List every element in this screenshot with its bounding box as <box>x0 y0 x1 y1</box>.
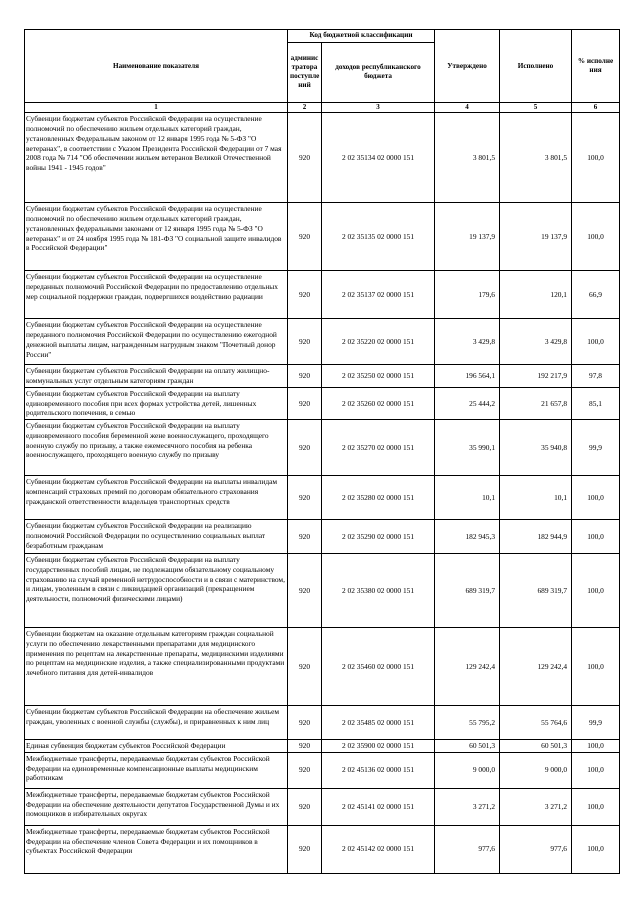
row-percent: 100,0 <box>572 628 620 706</box>
row-percent: 100,0 <box>572 113 620 203</box>
row-budget-code: 2 02 45136 02 0000 151 <box>322 752 435 788</box>
row-indicator-name: Субвенции бюджетам на оказание отдельным категориям граждан социальной услуги по обеспечению лекарственными препаратами для медицинского применения по рецептам на лекарственные препараты, медицинскими изделиями по рецептам на медицинские изделия, а также специализированными продуктами лечебного питания для детей-инвалидов <box>25 628 288 706</box>
row-executed-amount: 120,1 <box>500 271 572 319</box>
row-percent: 100,0 <box>572 554 620 628</box>
row-admin-code: 920 <box>288 825 322 873</box>
row-budget-code: 2 02 35250 02 0000 151 <box>322 365 435 388</box>
row-approved-amount: 60 501,3 <box>435 740 500 753</box>
row-indicator-name: Субвенции бюджетам субъектов Российской Федерации на обеспечение жильем граждан, уволенных с военной службы (службы), и приравненных к ним лиц <box>25 706 288 740</box>
row-budget-code: 2 02 45141 02 0000 151 <box>322 788 435 825</box>
row-approved-amount: 182 945,3 <box>435 520 500 554</box>
row-admin-code: 920 <box>288 271 322 319</box>
row-executed-amount: 35 940,8 <box>500 420 572 476</box>
row-budget-code: 2 02 35135 02 0000 151 <box>322 203 435 271</box>
row-approved-amount: 196 564,1 <box>435 365 500 388</box>
row-approved-amount: 10,1 <box>435 476 500 520</box>
row-executed-amount: 9 000,0 <box>500 752 572 788</box>
table-row <box>25 520 620 554</box>
row-executed-amount: 182 944,9 <box>500 520 572 554</box>
column-number: 2 <box>288 103 322 113</box>
row-executed-amount: 3 429,8 <box>500 319 572 365</box>
row-admin-code: 920 <box>288 365 322 388</box>
header-percent: % исполне ния <box>572 30 620 103</box>
table-row <box>25 365 620 388</box>
header-indicator-name: Наименование показателя <box>25 30 288 103</box>
row-approved-amount: 25 444,2 <box>435 387 500 419</box>
row-percent: 85,1 <box>572 387 620 419</box>
row-budget-code: 2 02 35137 02 0000 151 <box>322 271 435 319</box>
row-approved-amount: 19 137,9 <box>435 203 500 271</box>
row-admin-code: 920 <box>288 203 322 271</box>
row-indicator-name: Межбюджетные трансферты, передаваемые бюджетам субъектов Российской Федерации на обеспечение членов Совета Федерации и их помощников в субъектах Российской Федерации <box>25 825 288 873</box>
row-indicator-name: Межбюджетные трансферты, передаваемые бюджетам субъектов Российской Федерации на обеспечение деятельности депутатов Государственной Думы и их помощников в избирательных округах <box>25 788 288 825</box>
row-budget-code: 2 02 35270 02 0000 151 <box>322 420 435 476</box>
row-approved-amount: 179,6 <box>435 271 500 319</box>
row-admin-code: 920 <box>288 420 322 476</box>
column-number: 1 <box>25 103 288 113</box>
table-row <box>25 554 620 628</box>
table-row <box>25 387 620 419</box>
header-admin: админис тратора поступле ний <box>288 42 322 103</box>
row-percent: 100,0 <box>572 740 620 753</box>
row-indicator-name: Субвенции бюджетам субъектов Российской Федерации на осуществление переданных полномочий Российской Федерации по предоставлению отдельных мер социальной поддержки граждан, подвергшихся воздействию радиации <box>25 271 288 319</box>
row-admin-code: 920 <box>288 740 322 753</box>
row-percent: 100,0 <box>572 520 620 554</box>
header-executed: Исполнено <box>500 30 572 103</box>
column-number-row <box>25 103 620 113</box>
header-budget-code-group: Код бюджетной классификации <box>288 30 435 43</box>
row-indicator-name: Субвенции бюджетам субъектов Российской Федерации на выплату государственных пособий лицам, не подлежащим обязательному социальному страхованию на случай временной нетрудоспособности и в связи с материнством, и лицам, уволенным в связи с ликвидацией организаций (прекращением деятельности, полномочий физическими лицами) <box>25 554 288 628</box>
row-budget-code: 2 02 35260 02 0000 151 <box>322 387 435 419</box>
row-admin-code: 920 <box>288 520 322 554</box>
row-budget-code: 2 02 45142 02 0000 151 <box>322 825 435 873</box>
row-executed-amount: 129 242,4 <box>500 628 572 706</box>
row-approved-amount: 35 990,1 <box>435 420 500 476</box>
table-row <box>25 788 620 825</box>
row-indicator-name: Межбюджетные трансферты, передаваемые бюджетам субъектов Российской Федерации на единовременные компенсационные выплаты медицинским работникам <box>25 752 288 788</box>
row-executed-amount: 55 764,6 <box>500 706 572 740</box>
row-percent: 66,9 <box>572 271 620 319</box>
table-row <box>25 476 620 520</box>
row-executed-amount: 21 657,8 <box>500 387 572 419</box>
table-row <box>25 203 620 271</box>
row-approved-amount: 3 429,8 <box>435 319 500 365</box>
row-indicator-name: Субвенции бюджетам субъектов Российской Федерации на реализацию полномочий Российской Федерации по осуществлению социальных выплат безработным гражданам <box>25 520 288 554</box>
row-budget-code: 2 02 35380 02 0000 151 <box>322 554 435 628</box>
row-admin-code: 920 <box>288 319 322 365</box>
row-approved-amount: 977,6 <box>435 825 500 873</box>
column-number: 6 <box>572 103 620 113</box>
row-budget-code: 2 02 35460 02 0000 151 <box>322 628 435 706</box>
row-admin-code: 920 <box>288 752 322 788</box>
row-budget-code: 2 02 35485 02 0000 151 <box>322 706 435 740</box>
row-percent: 100,0 <box>572 788 620 825</box>
revenue-table <box>24 29 620 874</box>
row-executed-amount: 60 501,3 <box>500 740 572 753</box>
row-percent: 100,0 <box>572 825 620 873</box>
row-indicator-name: Субвенции бюджетам субъектов Российской Федерации на выплату единовременного пособия при всех формах устройства детей, лишенных родительского попечения, в семью <box>25 387 288 419</box>
header-income-code: доходов республиканского бюджета <box>322 42 435 103</box>
row-budget-code: 2 02 35290 02 0000 151 <box>322 520 435 554</box>
table-row <box>25 420 620 476</box>
row-budget-code: 2 02 35900 02 0000 151 <box>322 740 435 753</box>
column-number: 3 <box>322 103 435 113</box>
row-approved-amount: 9 000,0 <box>435 752 500 788</box>
table-row <box>25 271 620 319</box>
table-row <box>25 706 620 740</box>
row-budget-code: 2 02 35280 02 0000 151 <box>322 476 435 520</box>
row-indicator-name: Субвенции бюджетам субъектов Российской Федерации на осуществление переданного полномочия Российской Федерации по осуществлению ежегодной денежной выплаты лицам, награжденным нагрудным знаком "Почетный донор России" <box>25 319 288 365</box>
row-admin-code: 920 <box>288 788 322 825</box>
table-row <box>25 628 620 706</box>
table-row <box>25 113 620 203</box>
row-executed-amount: 3 271,2 <box>500 788 572 825</box>
row-percent: 100,0 <box>572 319 620 365</box>
table-row <box>25 740 620 753</box>
row-indicator-name: Субвенции бюджетам субъектов Российской Федерации на осуществление полномочий по обеспечению жильем отдельных категорий граждан, установленных Федеральным законом от 12 января 1995 года № 5-ФЗ "О ветеранах", в соответствии с Указом Президента Российской Федерации от 7 мая 2008 года № 714 "Об обеспечении жильем ветеранов Великой Отечественной войны 1941 - 1945 годов" <box>25 113 288 203</box>
row-executed-amount: 3 801,5 <box>500 113 572 203</box>
row-executed-amount: 19 137,9 <box>500 203 572 271</box>
row-admin-code: 920 <box>288 113 322 203</box>
row-approved-amount: 3 801,5 <box>435 113 500 203</box>
row-admin-code: 920 <box>288 706 322 740</box>
row-executed-amount: 10,1 <box>500 476 572 520</box>
row-executed-amount: 192 217,9 <box>500 365 572 388</box>
row-budget-code: 2 02 35134 02 0000 151 <box>322 113 435 203</box>
row-percent: 99,9 <box>572 420 620 476</box>
row-percent: 100,0 <box>572 752 620 788</box>
row-executed-amount: 977,6 <box>500 825 572 873</box>
column-number: 4 <box>435 103 500 113</box>
row-budget-code: 2 02 35220 02 0000 151 <box>322 319 435 365</box>
row-indicator-name: Субвенции бюджетам субъектов Российской Федерации на осуществление полномочий по обеспечению жильем отдельных категорий граждан, установленных федеральными законами от 12 января 1995 года № 5-ФЗ "О ветеранах" и от 24 ноября 1995 года № 181-ФЗ "О социальной защите инвалидов в Российской Федерации" <box>25 203 288 271</box>
table-row <box>25 752 620 788</box>
row-indicator-name: Субвенции бюджетам субъектов Российской Федерации на выплаты инвалидам компенсаций страховых премий по договорам обязательного страхования гражданской ответственности владельцев транспортных средств <box>25 476 288 520</box>
row-percent: 100,0 <box>572 476 620 520</box>
budget-report-table <box>24 29 619 874</box>
row-executed-amount: 689 319,7 <box>500 554 572 628</box>
row-approved-amount: 3 271,2 <box>435 788 500 825</box>
table-row <box>25 825 620 873</box>
row-indicator-name: Субвенции бюджетам субъектов Российской Федерации на выплату единовременного пособия беременной жене военнослужащего, проходящего военную службу по призыву, а также ежемесячного пособия на ребенка военнослужащего, проходящего военную службу по призыву <box>25 420 288 476</box>
row-approved-amount: 55 795,2 <box>435 706 500 740</box>
row-indicator-name: Единая субвенция бюджетам субъектов Российской Федерации <box>25 740 288 753</box>
row-indicator-name: Субвенции бюджетам субъектов Российской Федерации на оплату жилищно-коммунальных услуг отдельным категориям граждан <box>25 365 288 388</box>
row-admin-code: 920 <box>288 476 322 520</box>
row-percent: 99,9 <box>572 706 620 740</box>
row-admin-code: 920 <box>288 387 322 419</box>
row-admin-code: 920 <box>288 628 322 706</box>
column-number: 5 <box>500 103 572 113</box>
header-approved: Утверждено <box>435 30 500 103</box>
table-row <box>25 319 620 365</box>
row-approved-amount: 129 242,4 <box>435 628 500 706</box>
row-approved-amount: 689 319,7 <box>435 554 500 628</box>
row-percent: 97,8 <box>572 365 620 388</box>
row-percent: 100,0 <box>572 203 620 271</box>
row-admin-code: 920 <box>288 554 322 628</box>
